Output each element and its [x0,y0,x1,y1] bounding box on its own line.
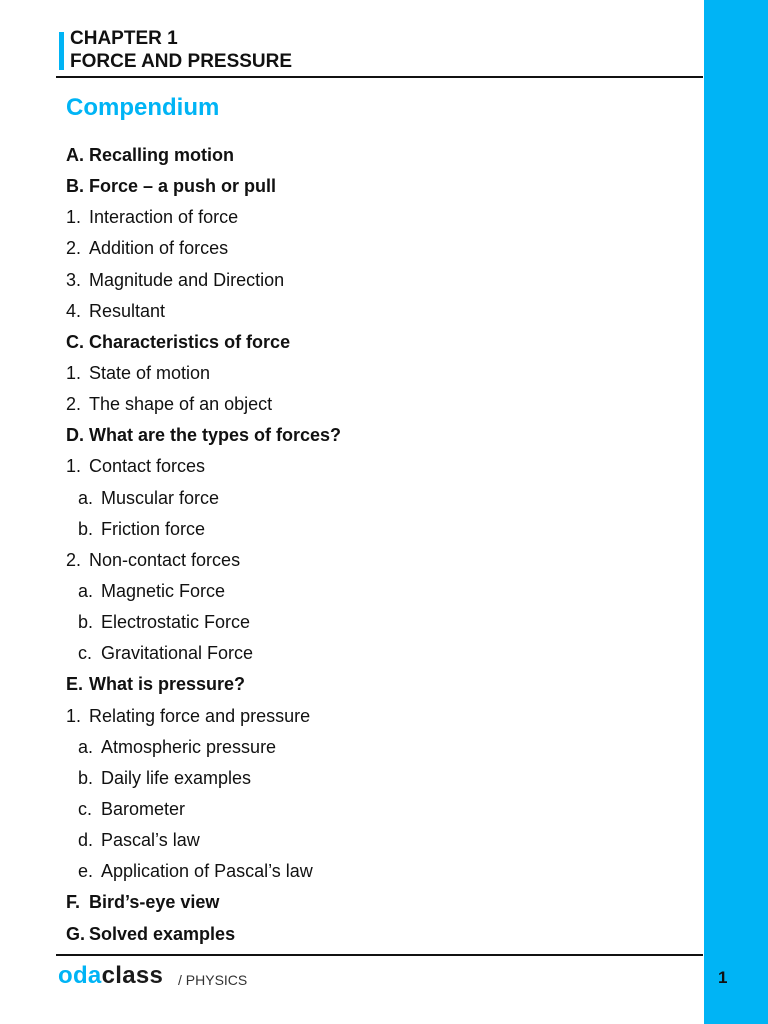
toc-item-label: What is pressure? [89,674,246,695]
chapter-accent-bar [59,32,64,70]
toc-item-label: Magnetic Force [101,580,226,601]
toc-item-marker: 2. [66,394,82,415]
toc-item-marker: d. [78,830,94,851]
toc-item-label: Pascal’s law [101,830,200,851]
toc-item [66,205,686,236]
toc-item [66,828,686,859]
toc-item-label: Atmospheric pressure [101,736,277,757]
toc-item-marker: a. [78,580,94,601]
toc-item-marker: c. [78,643,93,664]
toc-item-marker: 2. [66,549,82,570]
toc-item [66,735,686,766]
toc-item-label: State of motion [89,362,211,383]
toc-item [66,579,686,610]
toc-item-label: The shape of an object [89,394,273,415]
toc-item-marker: 1. [66,456,82,477]
toc-item [66,143,686,174]
toc-item [66,672,686,703]
logo-text-oda: oda [58,962,102,989]
toc-item-marker: D. [66,425,84,446]
toc-item-label: Friction force [101,518,206,539]
toc-item-marker: 1. [66,207,82,228]
toc-item [66,361,686,392]
subject-label: / PHYSICS [178,972,248,988]
toc-item-marker: 2. [66,238,82,259]
toc-item [66,797,686,828]
toc-item-marker: F. [66,892,81,913]
toc-item-marker: E. [66,674,84,695]
toc-item-marker: a. [78,736,94,757]
toc-item [66,766,686,797]
toc-item-label: Interaction of force [89,207,239,228]
chapter-number: CHAPTER 1 [70,28,178,49]
toc-item-label: Recalling motion [89,145,235,165]
footer-divider [56,954,703,956]
toc-item-label: Contact forces [89,456,206,477]
toc-item-label: Force – a push or pull [89,176,277,197]
toc-item-marker: G. [66,923,86,944]
section-title: Compendium [66,94,220,121]
toc-item-label: Electrostatic Force [101,612,251,633]
toc-item [66,859,686,890]
toc-item [66,330,686,361]
toc-item-label: What are the types of forces? [89,425,342,446]
toc-item-label: Resultant [89,300,166,321]
toc-item-marker: b. [78,612,94,633]
toc-item-marker: 1. [66,362,82,383]
toc-item-label: Application of Pascal’s law [101,861,313,882]
toc-item [66,890,686,921]
toc-item-marker: A. [66,145,84,165]
toc-item [66,641,686,672]
toc-item [66,236,686,267]
header-divider [56,76,703,78]
toc-item-marker: b. [78,518,94,539]
toc-item-marker: c. [78,798,93,819]
toc-item [66,268,686,299]
toc-item-marker: e. [78,861,94,882]
logo-text-class: class [101,962,164,989]
toc-item-label: Relating force and pressure [89,705,311,726]
toc-item [66,392,686,423]
toc-item-marker: 1. [66,705,82,726]
toc-item-label: Non-contact forces [89,549,241,570]
page-number: 1 [718,968,728,987]
toc-item-marker: C. [66,331,84,352]
toc-item-label: Solved examples [89,923,236,944]
toc-item [66,454,686,485]
toc-item-label: Bird’s-eye view [89,892,220,913]
toc-item-marker: a. [78,487,94,508]
side-color-band [704,0,768,1024]
toc-item [66,922,686,953]
toc-item [66,704,686,735]
toc-item-label: Barometer [101,798,186,819]
toc-item [66,174,686,205]
toc-item-label: Addition of forces [89,238,229,259]
toc-item-label: Magnitude and Direction [89,269,285,290]
toc-item [66,423,686,454]
toc-item [66,517,686,548]
toc-item-label: Muscular force [101,487,220,508]
toc-item [66,610,686,641]
table-of-contents [66,143,686,953]
toc-item-marker: b. [78,767,94,788]
toc-item-label: Characteristics of force [89,331,291,352]
toc-item-label: Daily life examples [101,767,252,788]
toc-item-marker: 4. [66,300,82,321]
brand-logo [58,962,163,990]
toc-item [66,299,686,330]
toc-item [66,548,686,579]
toc-item-marker: 3. [66,269,82,290]
chapter-title: FORCE AND PRESSURE [70,51,293,72]
toc-item-marker: B. [66,176,84,197]
toc-item [66,486,686,517]
toc-item-label: Gravitational Force [101,643,254,664]
